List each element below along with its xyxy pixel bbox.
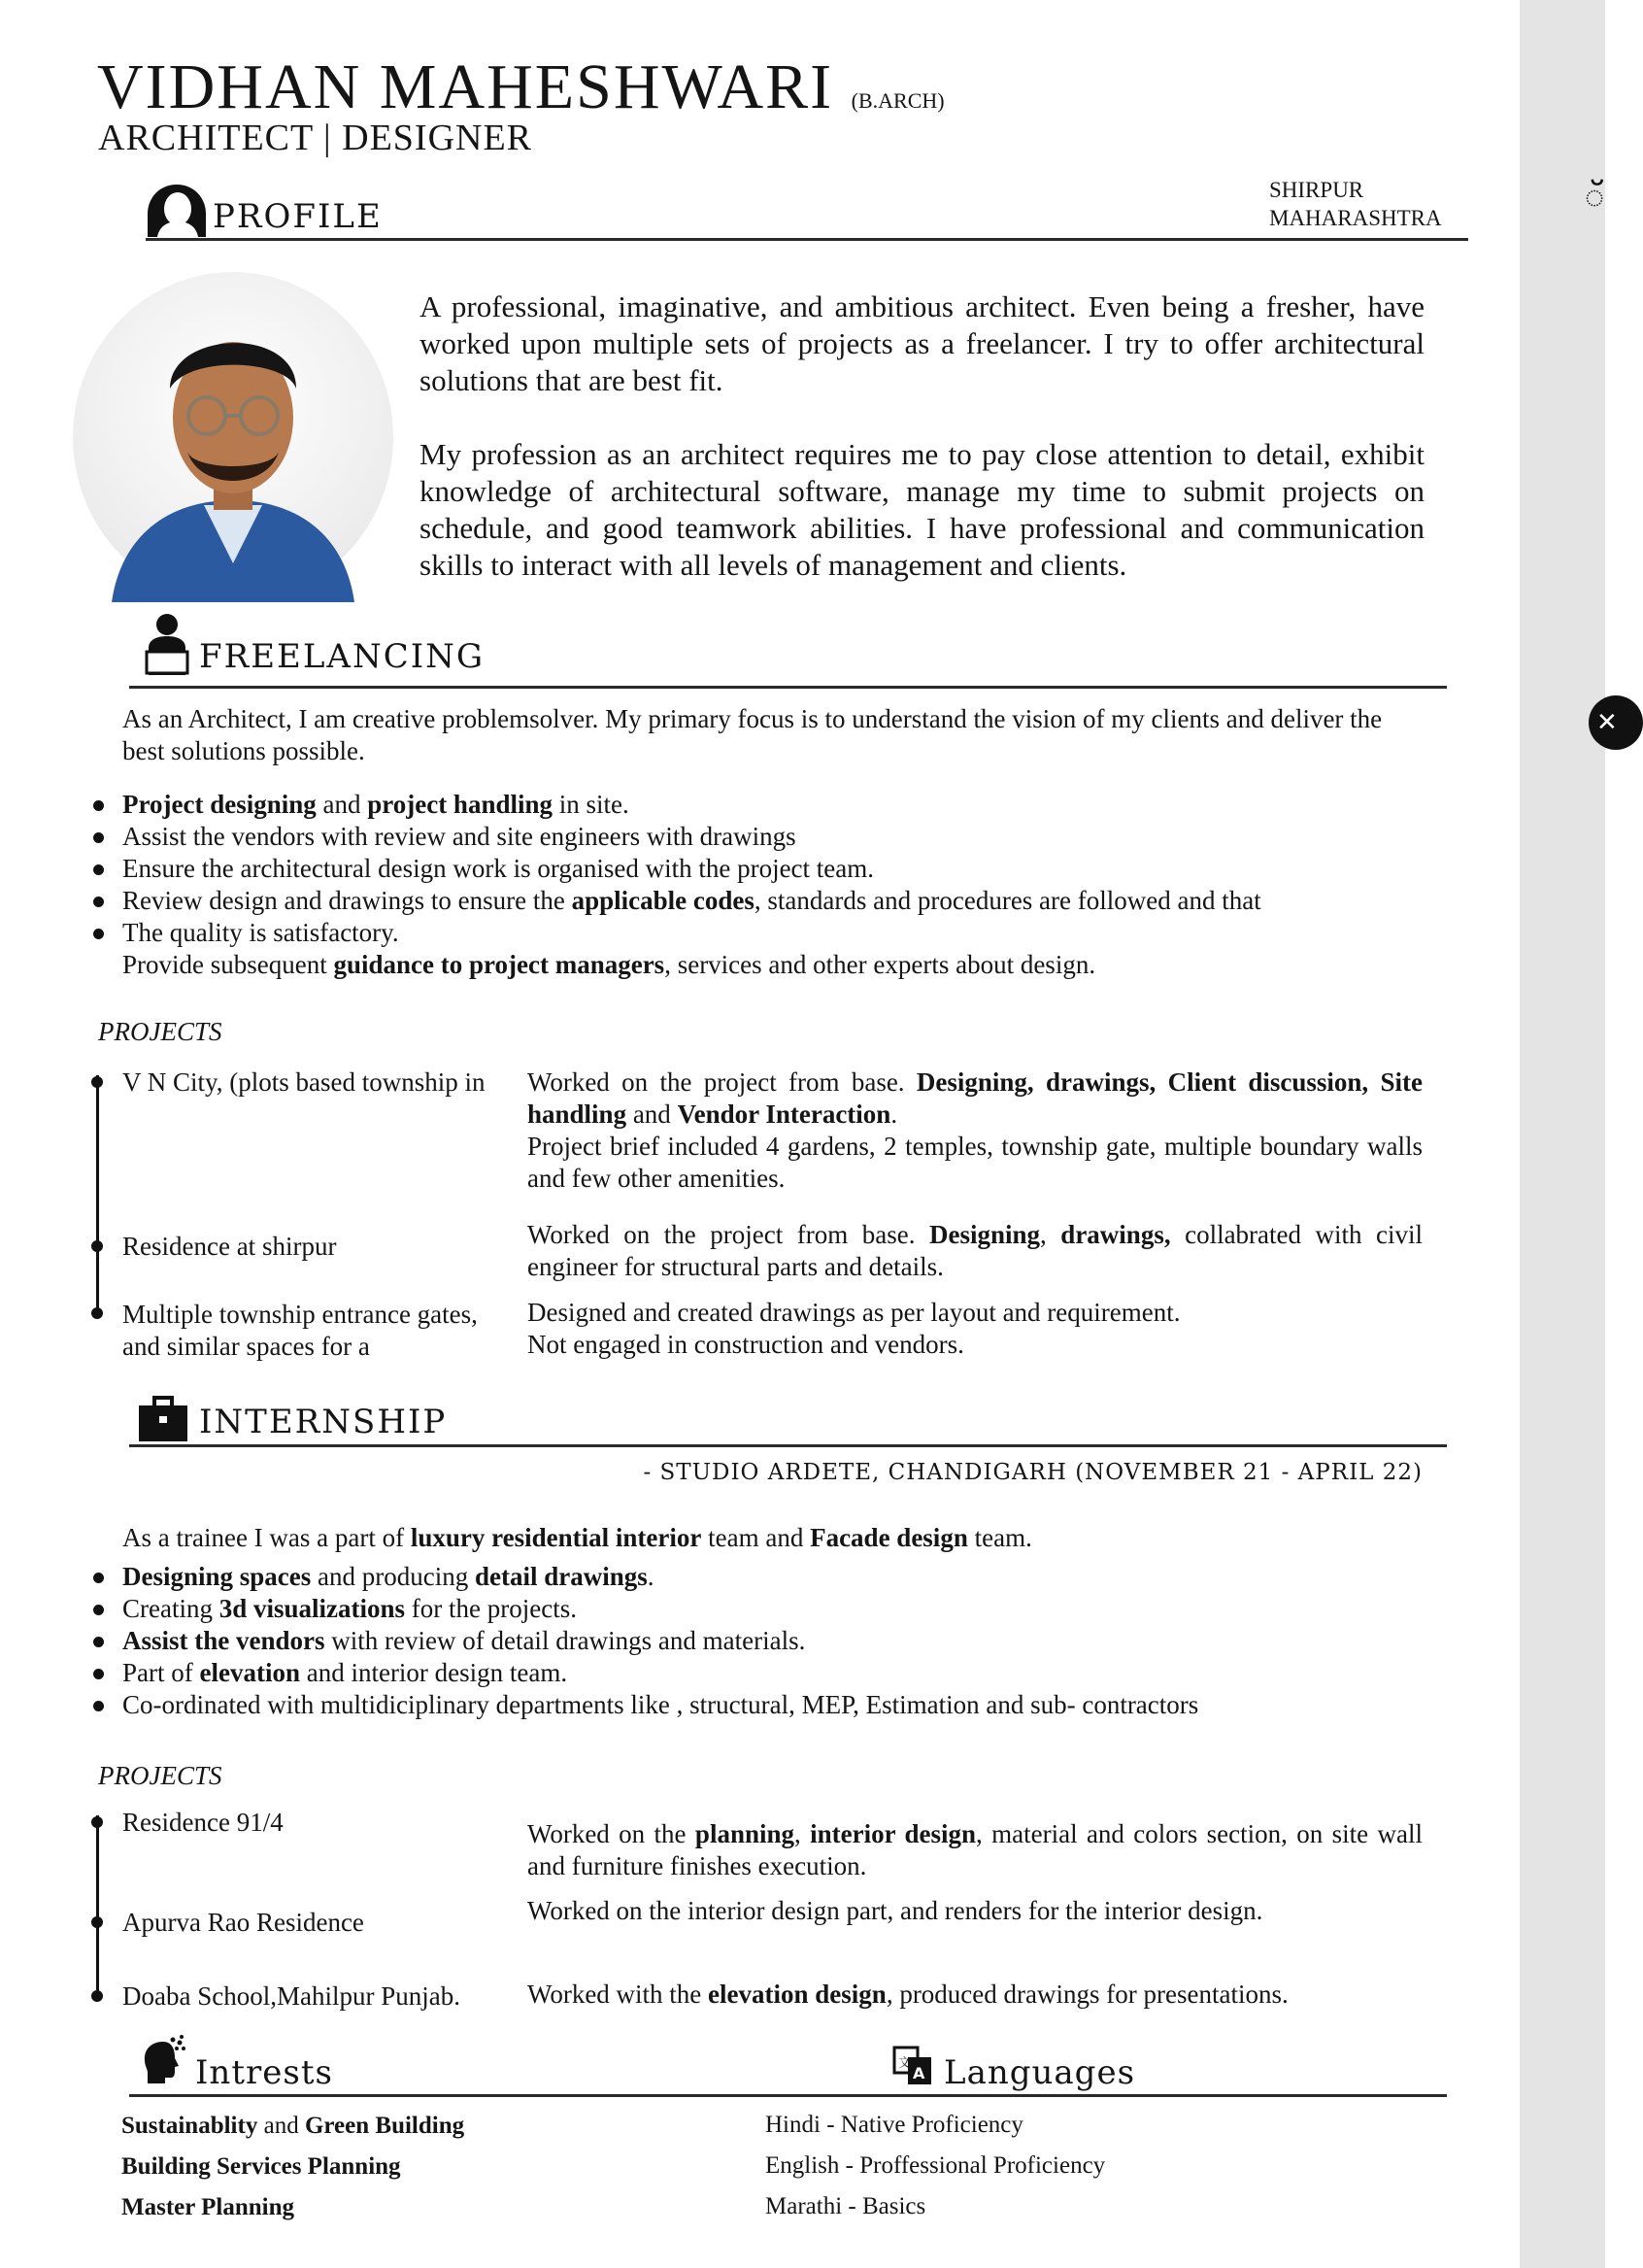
text: and	[626, 1100, 678, 1129]
text: collabrated with civil engineer for structural parts and details.	[527, 1220, 1424, 1281]
internship-heading: INTERNSHIP	[199, 1403, 448, 1441]
project-description: Worked on the interior design part, and renders for the interior design.	[527, 1896, 1263, 1925]
list-item	[93, 1625, 1438, 1657]
internship-intro	[122, 1522, 1032, 1554]
interests-heading: Intrests	[195, 2053, 333, 2092]
svg-text:A: A	[913, 2064, 925, 2082]
edge-script-glyph: ॅ	[1585, 178, 1605, 217]
bold-text: Sustainablity	[121, 2113, 258, 2139]
text: Not engaged in construction and vendors.	[527, 1330, 964, 1359]
timeline-dot	[91, 1816, 103, 1828]
bold-text: Assist the vendors	[122, 1626, 325, 1655]
freelancing-intro: As an Architect, I am creative problemsolver. My primary focus is to understand the vision of my clients and deliver the best solutions possible.	[122, 704, 1383, 765]
project-description	[527, 1979, 1423, 2011]
freelancing-timeline	[96, 1075, 99, 1316]
page-margin-strip	[1520, 0, 1605, 2268]
timeline-dot	[91, 1990, 103, 2002]
profile-heading: PROFILE	[213, 197, 383, 236]
svg-text:文: 文	[898, 2056, 912, 2071]
list-item	[93, 853, 1438, 885]
list-item	[93, 885, 1438, 917]
text: Worked on the	[527, 1819, 695, 1848]
timeline-dot	[91, 1916, 103, 1928]
list-item	[93, 917, 1438, 949]
profile-divider	[146, 238, 1468, 241]
bold-text: Project designing	[122, 790, 317, 819]
profile-photo	[73, 272, 393, 602]
text: , services and other experts about design.	[664, 950, 1096, 979]
internship-company: - STUDIO ARDETE, CHANDIGARH (NOVEMBER 21 - APRIL 22)	[643, 1460, 1423, 1485]
edge-circle-icon: ✕	[1589, 695, 1643, 750]
project-description	[527, 1066, 1423, 1195]
text: Worked on the project from base.	[527, 1067, 917, 1097]
location	[1269, 176, 1442, 232]
text: The quality is satisfactory.	[122, 918, 399, 947]
candidate-name-text: VIDHAN MAHESHWARI	[97, 51, 834, 122]
profile-summary	[419, 288, 1425, 621]
text: Project brief included 4 gardens, 2 temples, township gate, multiple boundary walls and few other amenities.	[527, 1132, 1423, 1193]
text: Review design and drawings to ensure the	[122, 886, 572, 915]
text: Ensure the architectural design work is organised with the project team.	[122, 854, 875, 883]
translate-icon	[892, 2044, 933, 2086]
internship-timeline	[96, 1815, 99, 2001]
bold-text: project handling	[367, 790, 553, 819]
text: Part of	[122, 1658, 200, 1687]
list-item	[93, 821, 1438, 853]
language-item: Hindi - Native Proficiency	[765, 2112, 1023, 2138]
text: and producing	[311, 1562, 475, 1591]
text: , material and colors section, on site wall and furniture finishes execution.	[527, 1819, 1423, 1880]
list-item	[93, 1657, 1438, 1689]
freelancing-duties	[93, 789, 1438, 981]
languages-heading: Languages	[944, 2053, 1136, 2092]
project-name: Multiple township entrance gates, and similar spaces for a	[122, 1300, 478, 1361]
text: As a trainee I was a part of	[122, 1523, 411, 1552]
timeline-dot	[91, 1240, 103, 1252]
list-item	[121, 2187, 464, 2228]
text: Provide subsequent	[122, 950, 334, 979]
bold-text: applicable codes	[571, 886, 754, 915]
freelancing-heading: FREELANCING	[199, 637, 486, 676]
profile-paragraph: My profession as an architect requires me to pay close attention to detail, exhibit knowledge of architectural software, manage my time to submit projects on schedule, and good teamwork abilities. I have professional and communication skills to interact with all levels of management and clients.	[419, 437, 1425, 582]
list-item	[121, 2147, 464, 2187]
head-brain-icon	[142, 2034, 186, 2084]
interests-list	[121, 2106, 464, 2228]
language-item: English - Proffessional Proficiency	[765, 2152, 1106, 2179]
text: , standards and procedures are followed and that	[754, 886, 1261, 915]
project-description	[527, 1297, 1423, 1361]
language-item: Marathi - Basics	[765, 2193, 926, 2219]
bold-text: Facade design	[810, 1523, 968, 1552]
project-name: V N City, (plots based township in	[122, 1067, 486, 1097]
bold-text: elevation	[199, 1658, 300, 1687]
timeline-dot	[91, 1076, 103, 1088]
text: Assist the vendors with review and site engineers with drawings	[122, 822, 796, 851]
text: Creating	[122, 1594, 219, 1623]
portrait-illustration	[73, 272, 393, 602]
text: .	[890, 1100, 898, 1129]
project-name: Doaba School,Mahilpur Punjab.	[122, 1981, 460, 2011]
text: .	[647, 1562, 654, 1591]
location-state: MAHARASHTRA	[1269, 206, 1442, 230]
text: for the projects.	[405, 1594, 577, 1623]
text: team and	[701, 1523, 811, 1552]
text: Worked on the project from base.	[527, 1220, 929, 1249]
candidate-role: ARCHITECT | DESIGNER	[98, 118, 533, 158]
internship-duties	[93, 1561, 1438, 1721]
degree: (B.ARCH)	[851, 88, 945, 113]
text: and	[257, 2113, 305, 2139]
interests-divider	[129, 2094, 1447, 2097]
bold-text: guidance to project managers	[333, 950, 665, 979]
internship-projects-label: PROJECTS	[98, 1761, 222, 1790]
freelancer-laptop-icon	[143, 613, 191, 675]
bold-text: Designing	[929, 1220, 1041, 1249]
bold-text: 3d visualizations	[218, 1594, 406, 1623]
text: Designed and created drawings as per layout and requirement.	[527, 1298, 1181, 1327]
bold-text: Designing, drawings, Client discussion, Site handling	[527, 1067, 1423, 1129]
project-name: Apurva Rao Residence	[122, 1908, 364, 1937]
project-name: Residence 91/4	[122, 1808, 284, 1837]
text: Worked with the	[527, 1980, 709, 2009]
bold-text: Master Planning	[121, 2194, 295, 2220]
list-item	[93, 1689, 1438, 1721]
text: ,	[794, 1819, 811, 1848]
text: and interior design team.	[299, 1658, 568, 1687]
text: team.	[967, 1523, 1032, 1552]
bold-text: detail drawings	[475, 1562, 648, 1591]
list-item	[93, 789, 1438, 821]
text: with review of detail drawings and materials.	[324, 1626, 806, 1655]
text: ,	[1040, 1220, 1061, 1249]
bold-text: Building Services Planning	[121, 2153, 401, 2180]
freelancing-projects-label: PROJECTS	[98, 1017, 222, 1046]
bold-text: luxury residential interior	[410, 1523, 702, 1552]
list-item	[121, 2106, 464, 2147]
list-item	[93, 949, 1438, 981]
bold-text: Green Building	[304, 2113, 465, 2139]
freelancing-divider	[129, 686, 1447, 689]
profile-person-icon	[146, 183, 208, 239]
text: , produced drawings for presentations.	[886, 1980, 1289, 2009]
bold-text: Vendor Interaction	[677, 1100, 891, 1129]
text: in site.	[553, 790, 629, 819]
project-name: Residence at shirpur	[122, 1232, 337, 1261]
list-item	[93, 1561, 1438, 1593]
bold-text: elevation design	[708, 1980, 887, 2009]
candidate-name	[97, 51, 945, 124]
timeline-dot	[91, 1307, 103, 1319]
location-city: SHIRPUR	[1269, 178, 1364, 202]
list-item	[93, 1593, 1438, 1625]
profile-paragraph: A professional, imaginative, and ambitious architect. Even being a fresher, have worked upon multiple sets of projects as a freelancer. I try to offer architectural solutions that are best fit.	[419, 289, 1425, 397]
bold-text: Designing spaces	[122, 1562, 312, 1591]
briefcase-icon	[138, 1396, 188, 1442]
bold-text: drawings,	[1060, 1220, 1171, 1249]
bold-text: interior design	[810, 1819, 976, 1848]
languages-list	[765, 2105, 1105, 2227]
text: and	[316, 790, 368, 819]
text: Co-ordinated with multidiciplinary departments like , structural, MEP, Estimation and sub- contractors	[122, 1690, 1199, 1719]
bold-text: planning	[694, 1819, 794, 1848]
internship-divider	[129, 1444, 1447, 1447]
project-description	[527, 1219, 1423, 1283]
project-description	[527, 1818, 1423, 1882]
